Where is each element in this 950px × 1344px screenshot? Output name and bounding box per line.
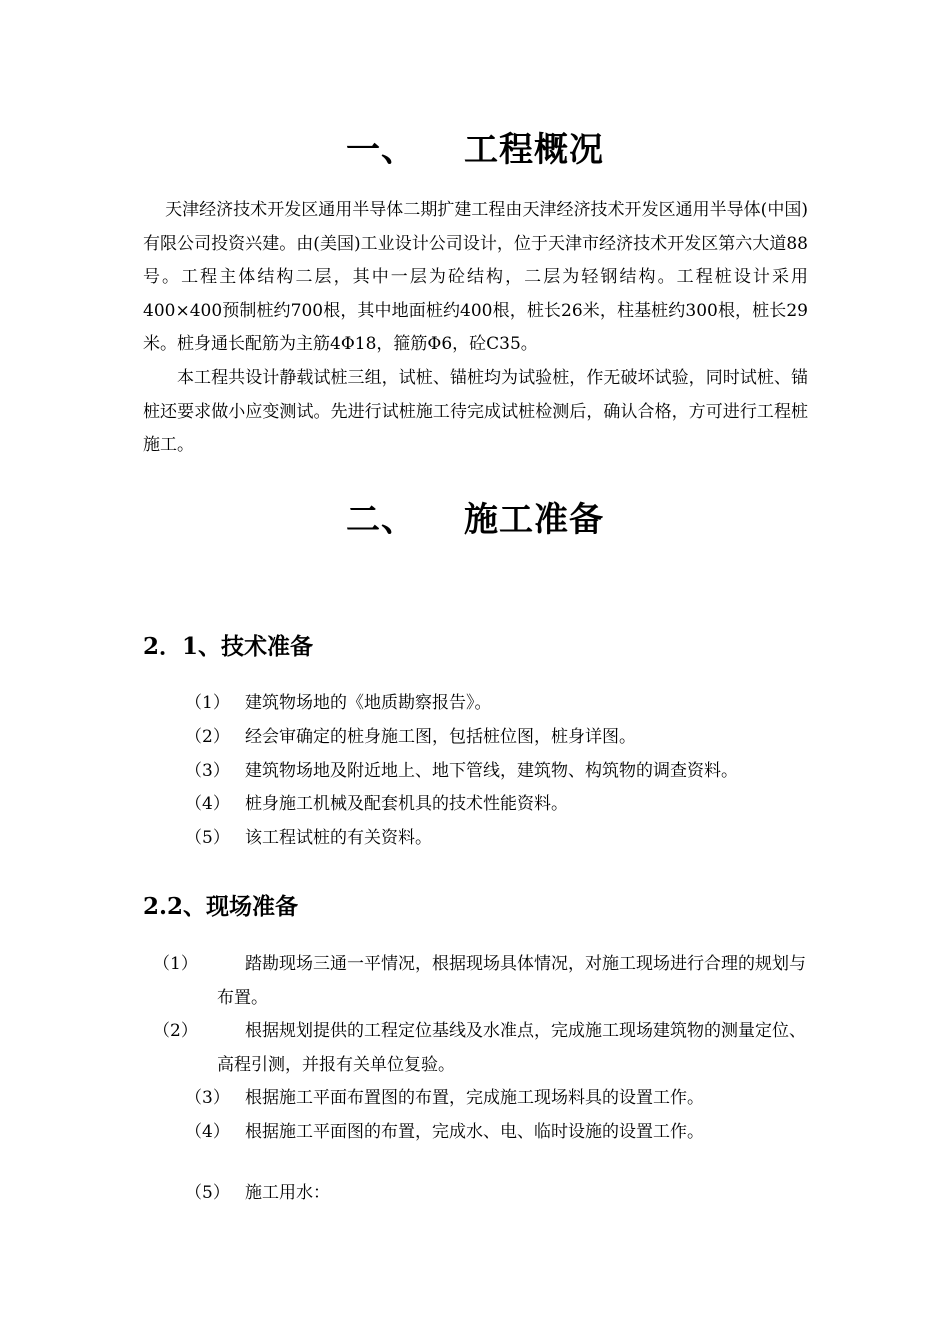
- item-number: （2）: [153, 1021, 198, 1041]
- item-text: 建筑物场地的《地质勘察报告》。: [245, 693, 492, 713]
- item-number: （3）: [185, 1088, 230, 1108]
- item-text: 踏勘现场三通一平情况，根据现场具体情况，对施工现场进行合理的规划与布置。: [217, 954, 806, 1008]
- tech-prep-item: [185, 788, 808, 822]
- tech-prep-item: [185, 822, 808, 856]
- site-prep-item: [185, 1116, 808, 1150]
- section-1-heading: [0, 122, 950, 171]
- section-1-number: 一、: [346, 130, 416, 170]
- item-number: （4）: [185, 794, 230, 814]
- section-2-title: 施工准备: [464, 500, 604, 540]
- site-prep-item: [153, 948, 808, 1015]
- section-2-number: 二、: [346, 500, 416, 540]
- item-number: （4）: [185, 1122, 230, 1142]
- tech-prep-item: [185, 687, 808, 721]
- item-text: 经会审确定的桩身施工图，包括桩位图，桩身详图。: [245, 727, 636, 747]
- item-text: 根据施工平面图的布置，完成水、电、临时设施的设置工作。: [245, 1122, 704, 1142]
- site-prep-item: [185, 1082, 808, 1116]
- site-prep-item: [153, 1015, 808, 1082]
- section-1-title: 工程概况: [464, 130, 604, 170]
- item-text: 桩身施工机械及配套机具的技术性能资料。: [245, 794, 568, 814]
- item-number: （3）: [185, 761, 230, 781]
- section-2-heading: [0, 492, 950, 541]
- item-number: （2）: [185, 727, 230, 747]
- item-number: （5）: [185, 1183, 230, 1203]
- subsection-2-1-heading: 2．1、技术准备: [143, 633, 314, 660]
- site-prep-item: [185, 1177, 808, 1211]
- section-1-paragraph-1: 天津经济技术开发区通用半导体二期扩建工程由天津经济技术开发区通用半导体(中国)有限公司投资兴建。由(美国)工业设计公司设计，位于天津市经济技术开发区第六大道88号。工程主体结构二层，其中一层为砼结构，二层为轻钢结构。工程桩设计采用400×400预制桩约700根，其中地面桩约400根，桩长26米，柱基桩约300根，桩长29米。桩身通长配筋为主筋4Φ18，箍筋Φ6，砼C35。: [143, 200, 808, 354]
- item-text: 根据施工平面布置图的布置，完成施工现场料具的设置工作。: [245, 1088, 704, 1108]
- item-number: （1）: [153, 954, 198, 974]
- tech-prep-item: [185, 755, 808, 789]
- section-1-paragraph-2: 本工程共设计静载试桩三组，试桩、锚桩均为试验桩，作无破坏试验，同时试桩、锚桩还要求做小应变测试。先进行试桩施工待完成试桩检测后，确认合格，方可进行工程桩施工。: [143, 368, 808, 455]
- item-text: 建筑物场地及附近地上、地下管线，建筑物、构筑物的调查资料。: [245, 761, 738, 781]
- item-text: 施工用水：: [245, 1183, 330, 1203]
- tech-prep-item: [185, 721, 808, 755]
- item-text: 该工程试桩的有关资料。: [245, 828, 432, 848]
- item-number: （1）: [185, 693, 230, 713]
- subsection-2-2-heading: 2.2、现场准备: [143, 893, 299, 920]
- item-text: 根据规划提供的工程定位基线及水准点，完成施工现场建筑物的测量定位、高程引测，并报有关单位复验。: [217, 1021, 806, 1075]
- item-number: （5）: [185, 828, 230, 848]
